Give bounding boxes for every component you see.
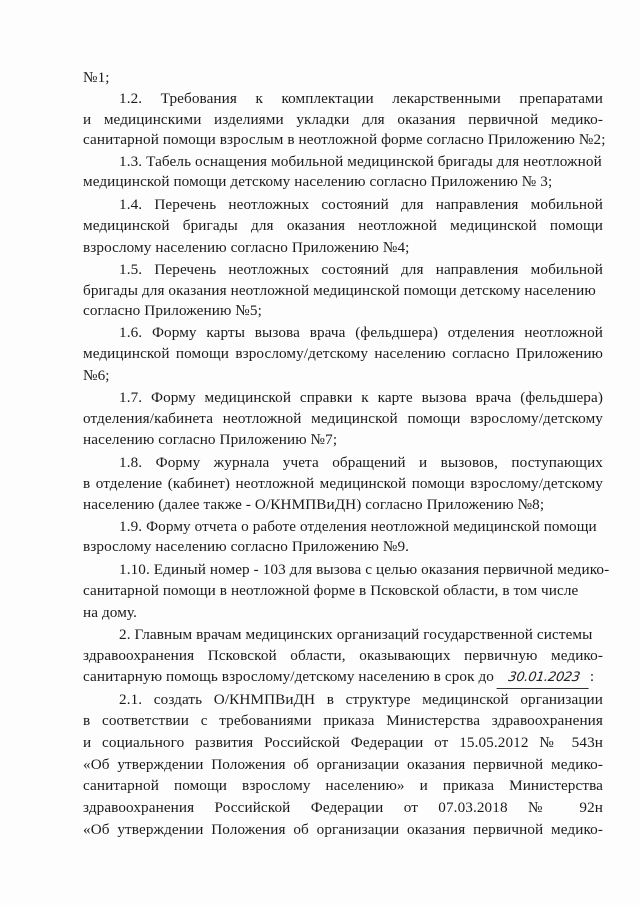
text-line: отделения/кабинета неотложной медицинской помощи взрослому/детскому	[83, 410, 603, 427]
text-line: 1.9. Форму отчета о работе отделения неотложной медицинской помощи	[119, 518, 597, 535]
text-line: 1.3. Табель оснащения мобильной медицинской бригады для неотложной	[119, 153, 602, 170]
text-line: на дому.	[83, 604, 137, 621]
text-line: 1.4. Перечень неотложных состояний для направления мобильной	[119, 196, 603, 213]
text-line: в отделение (кабинет) неотложной медицинской помощи взрослому/детскому	[83, 475, 603, 492]
text-line: №1;	[83, 69, 110, 86]
text-line: №6;	[83, 367, 110, 384]
deadline-text: санитарную помощь взрослому/детскому населению в срок до	[83, 668, 494, 685]
text-line: 2.1. создать О/КНМПВиДН в структуре медицинской организации	[119, 691, 603, 708]
text-line: санитарной помощи взрослому населению» и приказа Министерства	[83, 777, 603, 794]
text-line: «Об утверждении Положения об организации оказания первичной медико-	[83, 821, 603, 838]
text-line: бригады для оказания неотложной медицинской помощи детскому населению	[83, 282, 596, 299]
text-line: и социального развития Российской Федерации от 15.05.2012 № 543н	[83, 734, 603, 751]
text-line: населению (далее также - О/КНМПВиДН) согласно Приложению №8;	[83, 496, 545, 513]
text-line: медицинской помощи взрослому/детскому населению согласно Приложению	[83, 345, 603, 362]
text-line: взрослому населению согласно Приложению №4;	[83, 239, 410, 256]
text-line	[83, 667, 594, 689]
text-line: согласно Приложению №5;	[83, 302, 262, 319]
text-line: санитарной помощи взрослым в неотложной форме согласно Приложению №2;	[83, 131, 606, 148]
text-line: 1.6. Форму карты вызова врача (фельдшера) отделения неотложной	[119, 324, 603, 341]
handwritten-date: 30.01.2023	[496, 668, 591, 689]
text-line: 1.5. Перечень неотложных состояний для направления мобильной	[119, 261, 603, 278]
colon: :	[589, 668, 595, 685]
text-line: 1.7. Форму медицинской справки к карте вызова врача (фельдшера)	[119, 389, 603, 406]
text-line: здравоохранения Псковской области, оказывающих первичную медико-	[83, 647, 603, 664]
text-line: населению согласно Приложению №7;	[83, 431, 338, 448]
text-line: 1.2. Требования к комплектации лекарственными препаратами	[119, 90, 603, 107]
text-line: и медицинскими изделиями укладки для оказания первичной медико-	[83, 111, 603, 128]
text-line: санитарной помощи в неотложной форме в Псковской области, в том числе	[83, 582, 579, 599]
text-line: взрослому населению согласно Приложению №9.	[83, 538, 410, 555]
text-line: медицинской бригады для оказания неотложной медицинской помощи	[83, 217, 603, 234]
text-line: здравоохранения Российской Федерации от 07.03.2018 № 92н	[83, 799, 603, 816]
text-line: в соответствии с требованиями приказа Министерства здравоохранения	[83, 712, 603, 729]
text-line: «Об утверждении Положения об организации оказания первичной медико-	[83, 756, 603, 773]
text-line: медицинской помощи детскому населению согласно Приложению № 3;	[83, 173, 553, 190]
text-line: 1.8. Форму журнала учета обращений и вызовов, поступающих	[119, 454, 603, 471]
text-line: 1.10. Единый номер - 103 для вызова с целью оказания первичной медико-	[119, 561, 610, 578]
text-line: 2. Главным врачам медицинских организаций государственной системы	[119, 626, 593, 643]
